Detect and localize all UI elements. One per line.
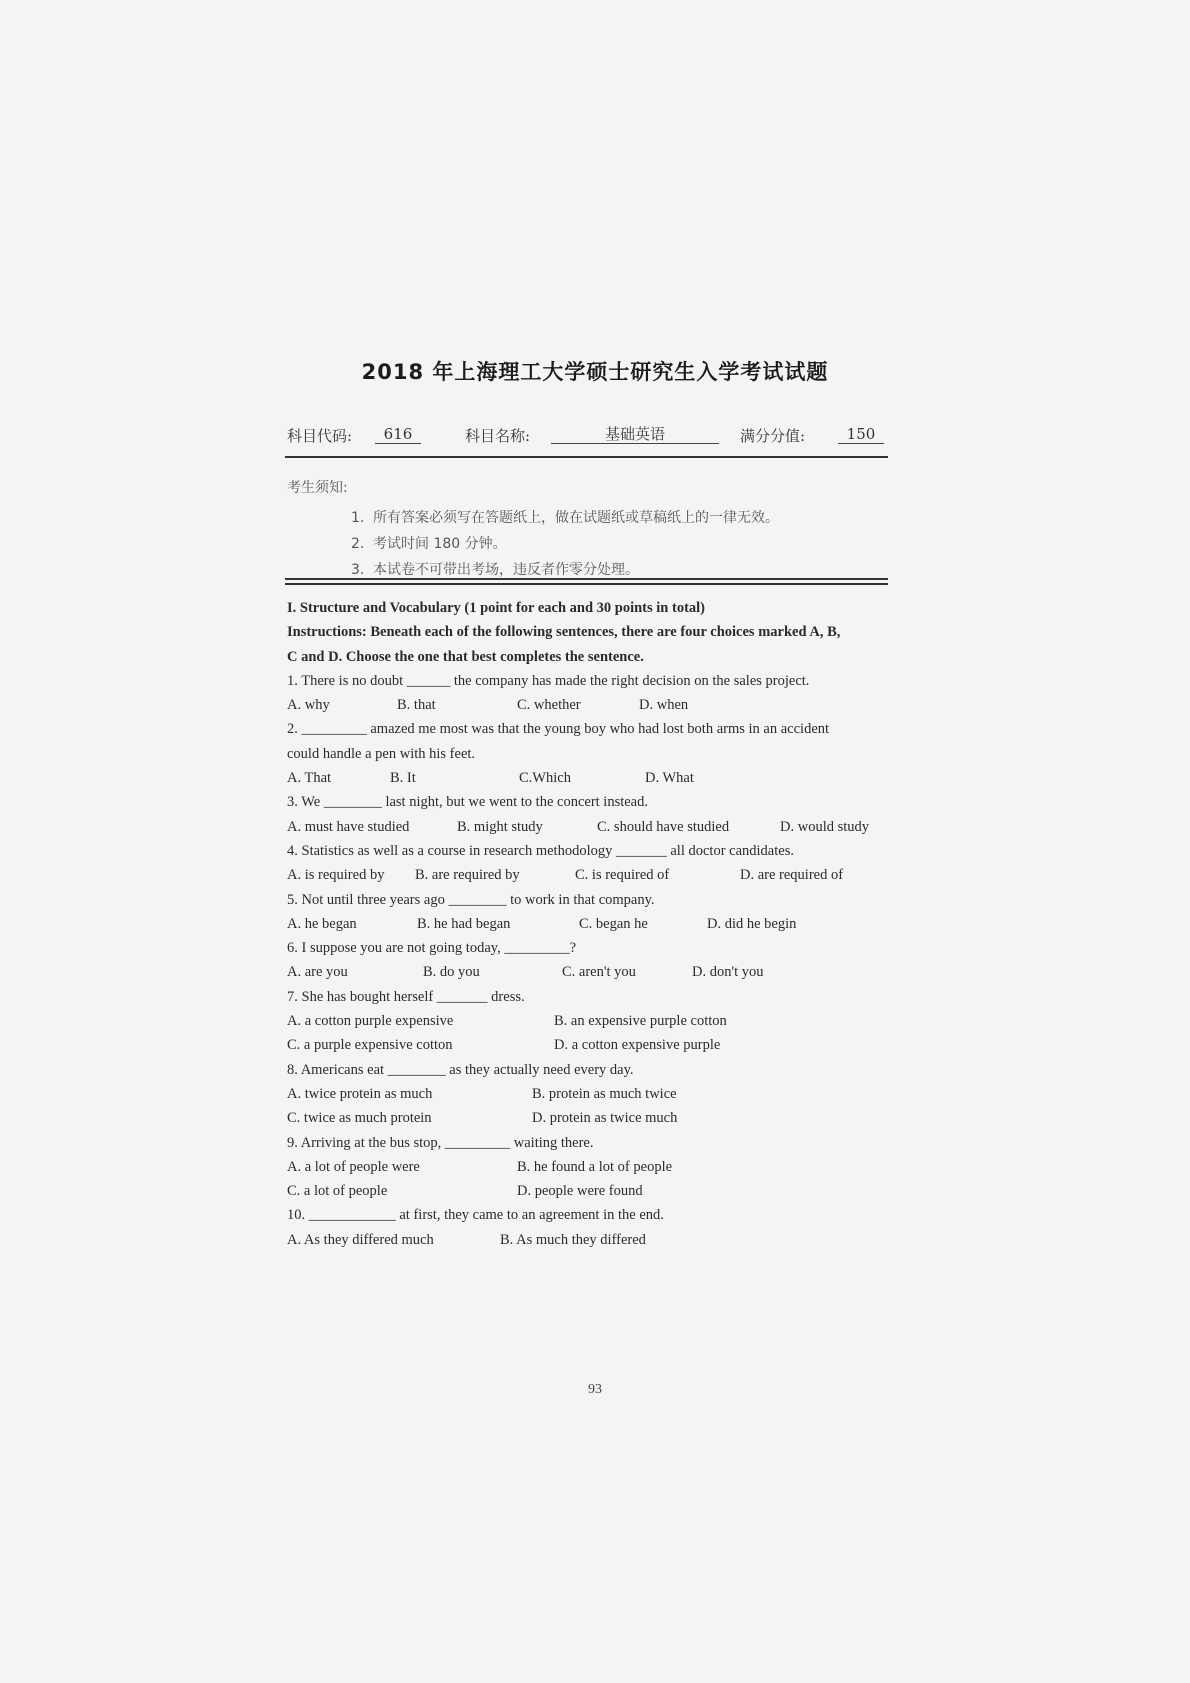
option-a: A. a cotton purple expensive bbox=[287, 1013, 454, 1030]
question-options bbox=[287, 960, 897, 984]
question-stem: 7. She has bought herself _______ dress. bbox=[287, 988, 525, 1005]
question-options bbox=[287, 1009, 897, 1033]
subject-name-value: 基础英语 bbox=[551, 425, 719, 444]
option-a: A. must have studied bbox=[287, 818, 410, 835]
option-b: B. might study bbox=[457, 818, 543, 835]
section-instructions: Instructions: Beneath each of the following sentences, there are four choices marked A, B, bbox=[287, 624, 841, 641]
option-b: B. It bbox=[390, 770, 416, 787]
option-d: D. did he begin bbox=[707, 915, 797, 932]
subject-name-label: 科目名称: bbox=[465, 427, 531, 445]
option-a: A. he began bbox=[287, 915, 357, 932]
option-a: A. twice protein as much bbox=[287, 1085, 433, 1102]
option-b: B. are required by bbox=[415, 867, 520, 884]
option-c: C. is required of bbox=[575, 867, 670, 884]
page-number: 93 bbox=[588, 1382, 602, 1397]
question-options bbox=[287, 693, 897, 717]
option-a: A. why bbox=[287, 697, 330, 714]
option-d: D. protein as twice much bbox=[532, 1110, 678, 1127]
notice-heading: 考生须知: bbox=[287, 480, 348, 496]
notice-item-text: 考试时间 180 分钟。 bbox=[373, 536, 507, 552]
notice-item bbox=[351, 505, 779, 531]
section-structure-vocabulary bbox=[287, 596, 897, 1252]
option-b: B. that bbox=[397, 697, 436, 714]
option-c: C. a lot of people bbox=[287, 1183, 388, 1200]
question-stem: 6. I suppose you are not going today, _________? bbox=[287, 940, 577, 957]
notice-divider bbox=[285, 578, 888, 585]
header-divider bbox=[285, 456, 888, 458]
option-d: D. when bbox=[639, 697, 689, 714]
option-a: A. is required by bbox=[287, 867, 385, 884]
option-c: C.Which bbox=[519, 770, 571, 787]
option-c: C. whether bbox=[517, 697, 581, 714]
option-c: C. twice as much protein bbox=[287, 1110, 432, 1127]
candidate-notice bbox=[287, 477, 779, 583]
question-stem-continued: could handle a pen with his feet. bbox=[287, 745, 476, 762]
option-d: D. a cotton expensive purple bbox=[554, 1037, 721, 1054]
option-b: B. he had began bbox=[417, 915, 511, 932]
option-b: B. an expensive purple cotton bbox=[554, 1013, 727, 1030]
option-a: A. are you bbox=[287, 964, 348, 981]
question-options bbox=[287, 912, 897, 936]
section-title: I. Structure and Vocabulary (1 point for each and 30 points in total) bbox=[287, 600, 706, 616]
option-a: A. That bbox=[287, 770, 332, 787]
option-a: A. As they differed much bbox=[287, 1231, 434, 1248]
question-stem: 8. Americans eat ________ as they actually need every day. bbox=[287, 1061, 634, 1078]
question-stem: 3. We ________ last night, but we went to the concert instead. bbox=[287, 794, 648, 811]
question-options bbox=[287, 766, 897, 790]
option-a: A. a lot of people were bbox=[287, 1158, 420, 1175]
option-d: D. don't you bbox=[692, 964, 764, 981]
option-b: B. As much they differed bbox=[500, 1231, 646, 1248]
option-d: D. would study bbox=[780, 818, 870, 835]
option-c: C. a purple expensive cotton bbox=[287, 1037, 453, 1054]
option-d: D. are required of bbox=[740, 867, 844, 884]
option-b: B. do you bbox=[423, 964, 480, 981]
question-stem: 10. ____________ at first, they came to an agreement in the end. bbox=[287, 1207, 664, 1224]
question-stem: 2. _________ amazed me most was that the young boy who had lost both arms in an accident bbox=[287, 721, 830, 738]
question-options bbox=[287, 1082, 897, 1106]
question-options bbox=[287, 1033, 897, 1057]
option-b: B. protein as much twice bbox=[532, 1085, 677, 1102]
full-score-value: 150 bbox=[838, 425, 884, 444]
notice-item bbox=[351, 531, 779, 557]
option-d: D. What bbox=[645, 770, 694, 787]
question-options bbox=[287, 1228, 897, 1252]
full-score-label: 满分分值: bbox=[740, 427, 806, 445]
question-options bbox=[287, 815, 897, 839]
option-c: C. aren't you bbox=[562, 964, 636, 981]
page-title: 2018 年上海理工大学硕士研究生入学考试试题 bbox=[361, 360, 829, 384]
section-instructions: C and D. Choose the one that best completes the sentence. bbox=[287, 648, 644, 665]
question-options bbox=[287, 1179, 897, 1203]
question-stem: 1. There is no doubt ______ the company has made the right decision on the sales project. bbox=[287, 672, 810, 689]
subject-code-label: 科目代码: bbox=[287, 427, 353, 445]
option-c: C. began he bbox=[579, 915, 648, 932]
notice-item-number: 3. bbox=[351, 562, 365, 578]
subject-code-value: 616 bbox=[375, 425, 421, 444]
option-b: B. he found a lot of people bbox=[517, 1158, 673, 1175]
question-options bbox=[287, 863, 897, 887]
question-options bbox=[287, 1106, 897, 1130]
notice-item-number: 2. bbox=[351, 536, 365, 552]
option-c: C. should have studied bbox=[597, 818, 730, 835]
notice-item-number: 1. bbox=[351, 510, 365, 526]
notice-item-text: 本试卷不可带出考场，违反者作零分处理。 bbox=[373, 562, 639, 578]
question-options bbox=[287, 1155, 897, 1179]
question-stem: 4. Statistics as well as a course in research methodology _______ all doctor candidates. bbox=[287, 842, 794, 859]
question-stem: 9. Arriving at the bus stop, _________ waiting there. bbox=[287, 1134, 594, 1151]
notice-item-text: 所有答案必须写在答题纸上，做在试题纸或草稿纸上的一律无效。 bbox=[373, 510, 779, 526]
question-stem: 5. Not until three years ago ________ to work in that company. bbox=[287, 891, 655, 908]
option-d: D. people were found bbox=[517, 1183, 643, 1200]
